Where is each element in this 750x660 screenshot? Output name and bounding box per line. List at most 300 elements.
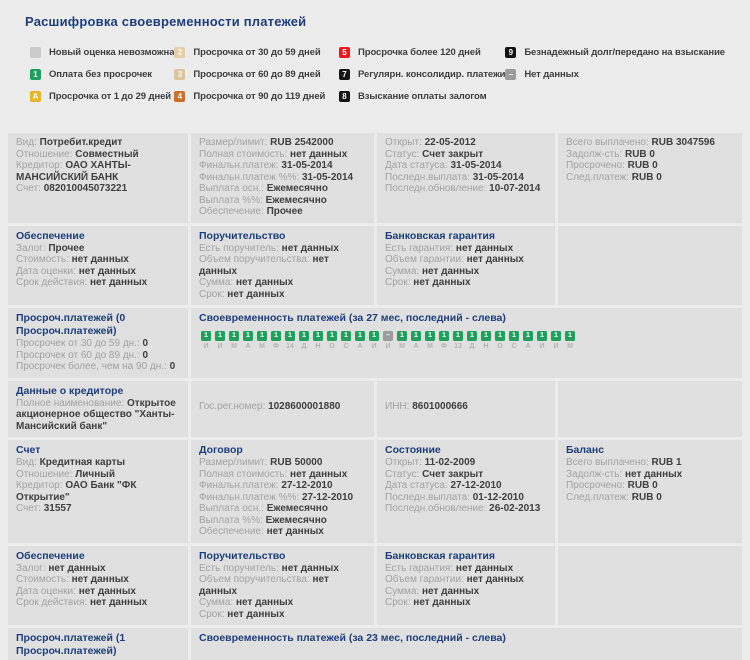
creditor-row [8, 381, 742, 438]
field-label: Обеспечение: [199, 206, 264, 217]
field-row [16, 361, 180, 373]
legend-item [339, 63, 505, 85]
month-label: И [385, 343, 391, 350]
field-row [199, 503, 366, 515]
section-heading: Банковская гарантия [385, 229, 495, 242]
field-label: Сумма: [385, 265, 420, 277]
field-label: Есть гарантия: [385, 562, 454, 574]
month-status-badge: 1 [411, 331, 421, 341]
field-label: Открыт: [385, 457, 422, 468]
timeline-month [409, 331, 423, 351]
field-label: Срок: [385, 277, 411, 288]
field-value: нет данных [78, 585, 136, 597]
field-label: Отношение: [16, 468, 73, 480]
section-heading: Обеспечение [16, 229, 85, 242]
field-label: Срок действия: [16, 597, 88, 608]
field-label: Просрочек более, чем на 90 дн.: [16, 361, 167, 372]
month-status-badge: – [383, 331, 393, 341]
guarantee-column [377, 226, 555, 306]
field-row [566, 480, 734, 492]
field-row [199, 195, 366, 207]
status-code-badge: 3 [174, 69, 185, 80]
field-label: Всего выплачено: [566, 457, 649, 468]
legend-item-label: Просрочка более 120 дней [358, 46, 481, 58]
field-row [16, 254, 180, 266]
field-value: 082010045073221 [43, 183, 128, 194]
field-value: Открытое акционерное общество "Ханты-Мансийский банк" [16, 397, 176, 432]
timeline-heading: Своевременность платежей (за 27 мес, последний - слева) [199, 312, 506, 324]
overdue-timeliness-row [8, 628, 742, 660]
status-code-badge: 9 [505, 47, 516, 58]
field-label: Задолж-сть: [566, 148, 623, 160]
legend-item [174, 63, 339, 85]
field-row [385, 574, 547, 586]
legend-item [30, 41, 174, 63]
field-row [199, 469, 366, 481]
timeline-month [367, 331, 381, 351]
section-heading: Договор [199, 444, 243, 456]
timeline-heading: Своевременность платежей (за 23 мес, последний - слева) [199, 632, 506, 644]
timeline-month [311, 331, 325, 351]
field-label: Финальн.платеж: [199, 160, 279, 171]
field-row [385, 243, 547, 255]
field-value: Прочее [48, 242, 85, 254]
account-column [191, 440, 374, 543]
field-label: Сумма: [199, 597, 234, 608]
timeline-month [241, 331, 255, 351]
legend-item-label: Новый оценка невозможна [49, 46, 175, 58]
timeline-month [465, 331, 479, 351]
field-label: Залог: [16, 562, 46, 574]
field-label: Дата оценки: [16, 585, 76, 597]
legend-item [505, 63, 725, 85]
month-status-badge: 1 [201, 331, 211, 341]
overdue-payments-panel [8, 628, 188, 660]
field-label: Кредитор: [16, 480, 63, 491]
guarantee-column [191, 546, 374, 626]
account-column [8, 440, 188, 543]
legend-item [30, 63, 174, 85]
section-heading: Состояние [385, 444, 441, 456]
month-label: И [539, 343, 545, 350]
field-row [385, 563, 547, 575]
field-label: След.платеж: [566, 171, 629, 183]
section-heading: Баланс [566, 444, 605, 456]
field-label: Залог: [16, 242, 46, 254]
month-status-badge: 1 [537, 331, 547, 341]
field-row [385, 401, 547, 413]
overdue-timeliness-row [8, 308, 742, 378]
timeline-month [535, 331, 549, 351]
field-value: нет данных [227, 608, 285, 620]
field-label: Вид: [16, 137, 37, 148]
field-label: Просрочено: [566, 480, 625, 491]
field-row [199, 515, 366, 527]
field-label: Счет: [16, 183, 41, 194]
timeline-month [521, 331, 535, 351]
field-value: Совместный [75, 148, 139, 160]
field-label: Выплата %%: [199, 194, 263, 206]
field-value: 11-02-2009 [424, 457, 476, 468]
field-value: 1028600001880 [268, 400, 341, 412]
account-column [191, 133, 374, 223]
legend-item-label: Просрочка от 1 до 29 дней [49, 90, 172, 102]
field-value: нет данных [455, 562, 514, 574]
field-row [385, 492, 547, 504]
guarantee-row [8, 226, 742, 306]
empty-panel [558, 546, 742, 626]
legend-item-label: Оплата без просрочек [49, 68, 152, 80]
timeline-month [297, 331, 311, 351]
field-row [16, 338, 180, 350]
field-value: RUB 1 [651, 457, 682, 468]
field-label: След.платеж: [566, 491, 629, 503]
field-label: Срок: [199, 608, 225, 620]
field-row [199, 137, 366, 149]
field-value: Ежемесячно [266, 503, 328, 514]
field-value: Счет закрыт [422, 468, 484, 480]
field-label: Есть поручитель: [199, 242, 279, 254]
month-label: С [343, 343, 349, 350]
month-label: Д [469, 343, 475, 350]
month-status-badge: 1 [467, 331, 477, 341]
field-row [385, 597, 547, 609]
field-row [199, 574, 366, 597]
field-value: нет данных [266, 526, 324, 537]
month-label: 13 [454, 343, 462, 350]
legend-item-label: Нет данных [524, 68, 579, 80]
field-value: 31-05-2014 [450, 160, 502, 171]
field-value: нет данных [290, 468, 348, 480]
month-label: М [427, 343, 433, 350]
timeline-month [395, 331, 409, 351]
month-label: А [525, 343, 531, 350]
month-label: Н [315, 343, 321, 350]
month-label: А [245, 343, 251, 350]
field-value: нет данных [421, 265, 480, 277]
field-value: 27-12-2010 [301, 491, 354, 503]
field-row [16, 398, 180, 433]
field-row [385, 254, 547, 266]
month-status-badge: 1 [551, 331, 561, 341]
month-label: Ф [273, 343, 279, 350]
guarantee-column [191, 226, 374, 306]
creditor-name-panel [8, 381, 188, 438]
field-value: Ежемесячно [265, 194, 327, 206]
legend-item-label: Регулярн. консолидир. платежи [358, 68, 506, 80]
field-value: нет данных [466, 574, 524, 585]
field-label: Дата статуса: [385, 160, 448, 171]
status-code-badge: 1 [30, 69, 41, 80]
field-row [385, 457, 547, 469]
field-row [16, 597, 180, 609]
field-row [566, 149, 734, 161]
month-status-badge: 1 [257, 331, 267, 341]
legend-item [30, 85, 174, 107]
field-value: нет данных [71, 574, 129, 585]
field-value: нет данных [624, 468, 683, 480]
field-value: RUB 3047596 [651, 137, 715, 148]
section-heading: Счет [16, 444, 41, 456]
field-label: Дата статуса: [385, 480, 448, 491]
month-status-badge: 1 [215, 331, 225, 341]
month-label: М [399, 343, 405, 350]
field-value: Личный [75, 468, 115, 480]
month-status-badge: 1 [481, 331, 491, 341]
field-value: 31-05-2014 [472, 171, 524, 183]
field-value: RUB 0 [624, 148, 655, 160]
field-row [385, 149, 547, 161]
field-value: нет данных [71, 254, 129, 265]
legend-column [505, 41, 725, 107]
month-label: 14 [286, 343, 294, 350]
field-row [16, 563, 180, 575]
field-label: Финальн.платеж %%: [199, 171, 300, 183]
month-status-badge: 1 [523, 331, 533, 341]
field-row [199, 183, 366, 195]
field-row [385, 469, 547, 481]
field-label: Объем поручительства: [199, 574, 310, 585]
field-value: нет данных [235, 277, 294, 288]
field-label: Срок: [199, 288, 225, 300]
field-label: Стоимость: [16, 574, 69, 585]
field-label: Последн.обновление: [385, 183, 487, 194]
field-value: 27-12-2010 [450, 480, 502, 491]
status-legend [25, 41, 725, 107]
field-row [566, 160, 734, 172]
field-label: Всего выплачено: [566, 137, 649, 148]
field-value: Прочее [266, 206, 303, 217]
section-heading: Обеспечение [16, 549, 85, 562]
field-row [16, 266, 180, 278]
overdue-payments-panel [8, 308, 188, 378]
legend-item-label: Просрочка от 90 до 119 дней [193, 90, 326, 102]
field-label: ИНН: [385, 400, 410, 412]
field-row [199, 172, 366, 184]
field-row [16, 457, 180, 469]
field-value: нет данных [455, 242, 514, 254]
timeline-month [283, 331, 297, 351]
field-value: нет данных [199, 254, 329, 277]
field-row [385, 137, 547, 149]
field-row [16, 137, 180, 149]
legend-item [174, 41, 339, 63]
month-status-badge: 1 [341, 331, 351, 341]
field-value: ОАО ХАНТЫ-МАНСИЙСКИЙ БАНК [16, 160, 131, 183]
field-value: 31-05-2014 [301, 171, 354, 183]
field-row [16, 277, 180, 289]
field-label: Последн.выплата: [385, 491, 470, 503]
field-label: Выплата осн.: [199, 503, 264, 514]
payment-timeline-panel [191, 628, 742, 660]
field-value: нет данных [281, 562, 339, 574]
field-label: Отношение: [16, 148, 73, 160]
field-value: Ежемесячно [266, 183, 328, 194]
field-value: нет данных [281, 242, 339, 254]
field-label: Размер/лимит: [199, 457, 268, 468]
field-label: Открыт: [385, 137, 422, 148]
month-label: М [567, 343, 573, 350]
section-heading: Поручительство [199, 549, 286, 562]
month-status-badge: 1 [313, 331, 323, 341]
field-value: Счет закрыт [422, 148, 484, 160]
field-row [16, 243, 180, 255]
field-row [385, 480, 547, 492]
field-value: нет данных [413, 597, 471, 608]
field-label: Просрочено: [566, 160, 625, 171]
month-label: О [329, 343, 335, 350]
month-label: М [259, 343, 265, 350]
field-label: Задолж-сть: [566, 468, 623, 480]
month-label: А [413, 343, 419, 350]
field-row [16, 469, 180, 481]
month-label: Ф [441, 343, 447, 350]
field-value: 31-05-2014 [281, 160, 333, 171]
month-label: Д [301, 343, 307, 350]
field-label: Размер/лимит: [199, 137, 268, 148]
field-label: Полная стоимость: [199, 468, 288, 480]
field-value: нет данных [290, 148, 348, 160]
status-code-badge [30, 47, 41, 58]
field-value: нет данных [227, 288, 285, 300]
timeline-month [339, 331, 353, 351]
field-label: Финальн.платеж %%: [199, 491, 300, 503]
status-code-badge: 5 [339, 47, 350, 58]
month-label: О [497, 343, 503, 350]
field-row [199, 149, 366, 161]
account-main-row [8, 133, 742, 223]
status-code-badge: A [30, 91, 41, 102]
field-label: Гос.рег.номер: [199, 400, 266, 412]
timeline-month [227, 331, 241, 351]
field-row [385, 586, 547, 598]
legend-item-label: Взыскание оплаты залогом [358, 90, 487, 102]
field-label: Последн.обновление: [385, 503, 487, 514]
field-label: Полное наименование: [16, 397, 125, 409]
field-row [16, 149, 180, 161]
field-row [199, 526, 366, 538]
legend-item [505, 41, 725, 63]
field-row [16, 350, 180, 362]
month-label: И [371, 343, 377, 350]
overdue-heading: Просроч.платежей (0 Просроч.платежей) [16, 312, 126, 337]
field-value: 01-12-2010 [472, 491, 524, 503]
field-value: 22-05-2012 [424, 137, 476, 148]
legend-item [339, 85, 505, 107]
account-column [377, 440, 555, 543]
field-row [16, 574, 180, 586]
field-value: нет данных [78, 265, 136, 277]
field-label: Срок действия: [16, 277, 88, 288]
guarantee-column [8, 226, 188, 306]
field-row [566, 492, 734, 504]
field-value: нет данных [421, 585, 480, 597]
field-label: Кредитор: [16, 160, 63, 171]
status-code-badge: 2 [174, 47, 185, 58]
creditor-regnum-panel [191, 381, 374, 438]
field-value: 31557 [43, 503, 72, 514]
account-column [377, 133, 555, 223]
field-row [566, 137, 734, 149]
month-status-badge: 1 [271, 331, 281, 341]
field-value: нет данных [413, 277, 471, 288]
page-title: Расшифровка своевременности платежей [25, 14, 307, 29]
field-value: нет данных [199, 574, 329, 597]
field-label: Просрочек от 60 до 89 дн.: [16, 349, 140, 361]
guarantee-column [8, 546, 188, 626]
account-column [8, 133, 188, 223]
field-label: Вид: [16, 457, 37, 468]
timeline-month [493, 331, 507, 351]
field-value: Ежемесячно [265, 514, 327, 526]
guarantee-column [377, 546, 555, 626]
payment-timeline-panel [191, 308, 742, 378]
field-value: RUB 0 [631, 491, 662, 503]
legend-item-label: Просрочка от 60 до 89 дней [193, 68, 321, 80]
field-row [16, 160, 180, 183]
timeline-month [479, 331, 493, 351]
empty-panel [558, 381, 742, 438]
legend-item [339, 41, 505, 63]
month-label: А [357, 343, 363, 350]
field-label: Обеспечение: [199, 526, 264, 537]
field-row [385, 172, 547, 184]
month-status-badge: 1 [299, 331, 309, 341]
month-status-badge: 1 [229, 331, 239, 341]
field-value: RUB 0 [627, 160, 658, 171]
month-status-badge: 1 [495, 331, 505, 341]
field-row [385, 183, 547, 195]
timeline-month [507, 331, 521, 351]
field-label: Объем гарантии: [385, 254, 464, 265]
timeline-month [199, 331, 213, 351]
field-row [199, 480, 366, 492]
field-value: 26-02-2013 [489, 503, 541, 514]
legend-item-label: Просрочка от 30 до 59 дней [193, 46, 321, 58]
timeline-month [269, 331, 283, 351]
account-main-row [8, 440, 742, 543]
month-status-badge: 1 [285, 331, 295, 341]
field-label: Статус: [385, 148, 420, 160]
legend-item [174, 85, 339, 107]
timeline-month [549, 331, 563, 351]
field-row [16, 480, 180, 503]
timeline-month [437, 331, 451, 351]
timeline-month [213, 331, 227, 351]
field-row [199, 563, 366, 575]
field-value: 0 [142, 349, 149, 361]
field-row [566, 469, 734, 481]
overdue-heading: Просроч.платежей (1 Просроч.платежей) [16, 632, 126, 657]
timeline-month [423, 331, 437, 351]
field-row [199, 289, 366, 301]
field-value: Кредитная карты [39, 457, 126, 468]
month-status-badge: 1 [453, 331, 463, 341]
month-label: И [203, 343, 209, 350]
field-value: нет данных [466, 254, 524, 265]
month-status-badge: 1 [565, 331, 575, 341]
field-label: Объем поручительства: [199, 254, 310, 265]
month-status-badge: 1 [439, 331, 449, 341]
month-label: Н [483, 343, 489, 350]
field-value: нет данных [89, 277, 148, 288]
timeline-month [325, 331, 339, 351]
field-row [566, 172, 734, 184]
status-code-badge: 4 [174, 91, 185, 102]
field-value: нет данных [235, 597, 294, 608]
field-row [16, 503, 180, 515]
field-row [385, 277, 547, 289]
